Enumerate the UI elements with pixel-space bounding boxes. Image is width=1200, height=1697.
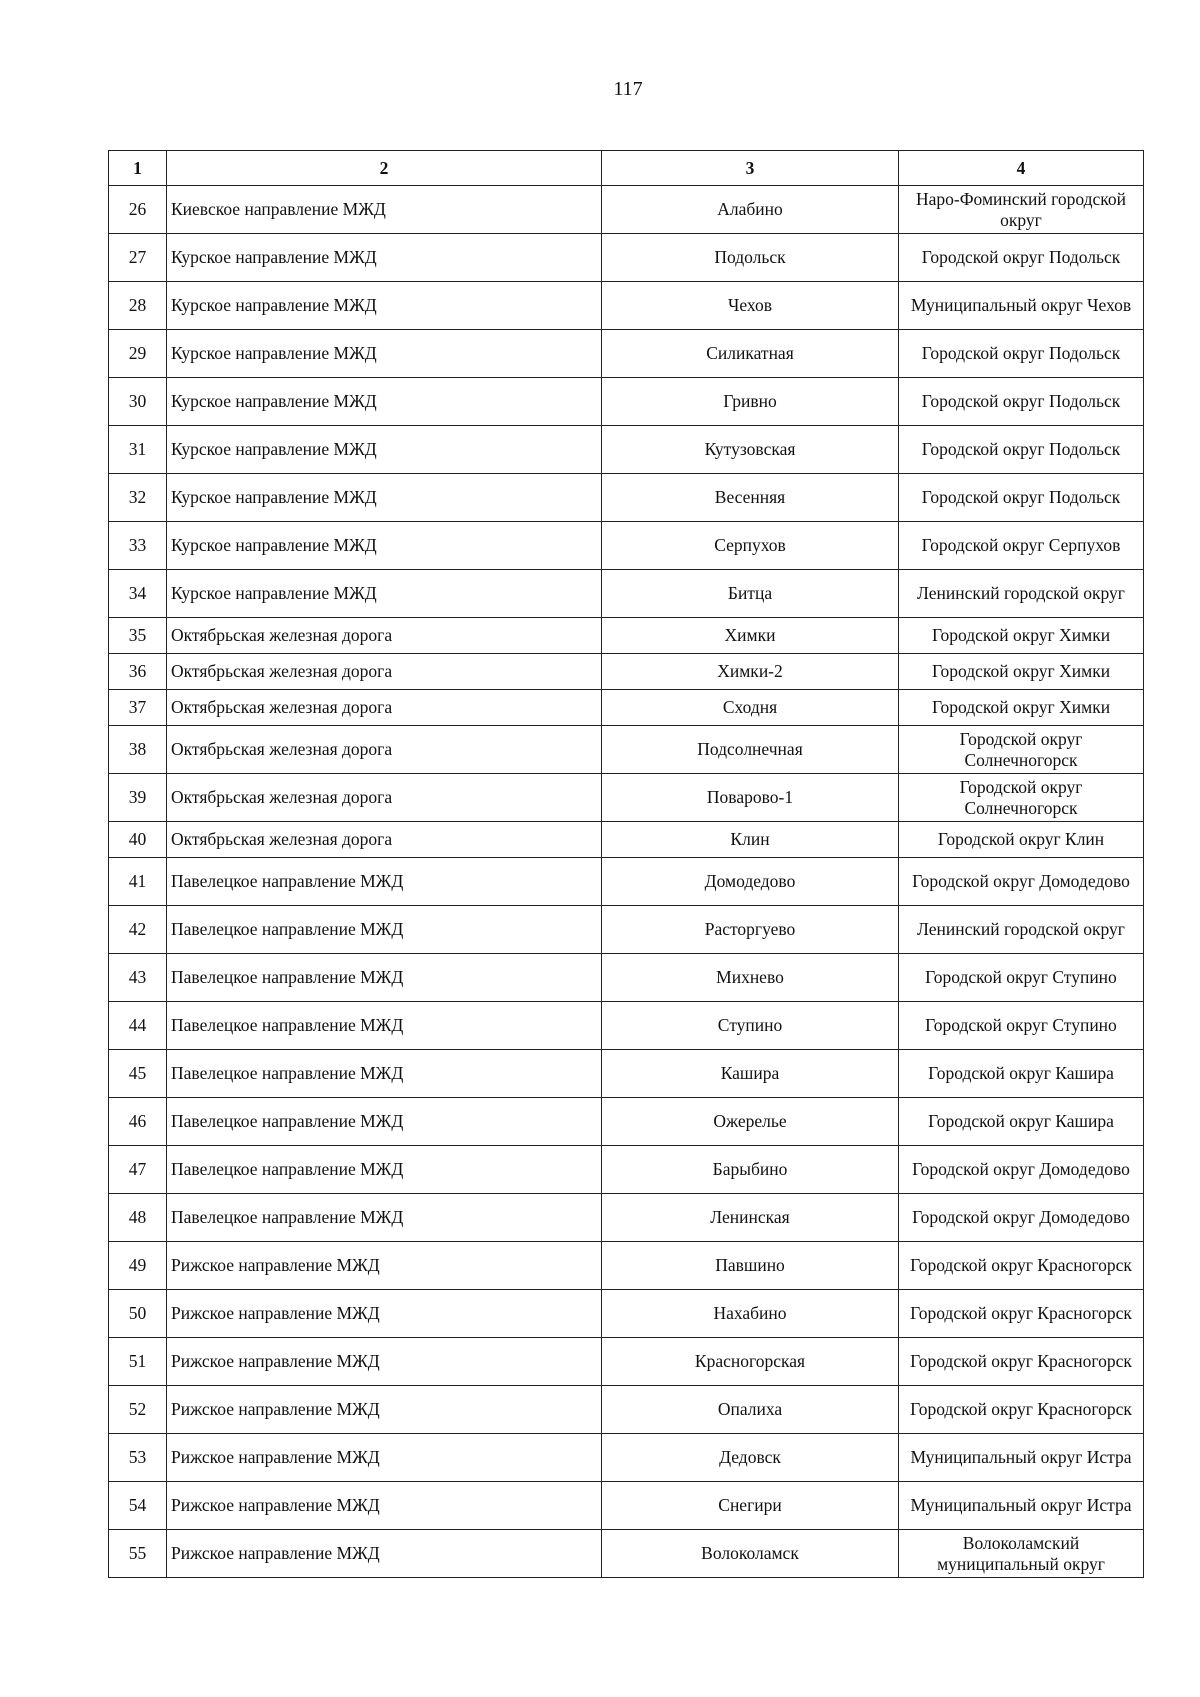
- stations-table: [108, 150, 1144, 1578]
- row-number-cell: 45: [109, 1050, 167, 1098]
- district-cell: Ленинский городской округ: [899, 570, 1144, 618]
- district-cell: Городской округ Красногорск: [899, 1290, 1144, 1338]
- railway-direction-cell: Октябрьская железная дорога: [167, 726, 602, 774]
- station-name-cell: Барыбино: [602, 1146, 899, 1194]
- district-cell: Городской округ Домодедово: [899, 1194, 1144, 1242]
- table-row: [109, 186, 1144, 234]
- row-number-cell: 47: [109, 1146, 167, 1194]
- row-number-cell: 49: [109, 1242, 167, 1290]
- railway-direction-cell: Рижское направление МЖД: [167, 1338, 602, 1386]
- station-name-cell: Химки: [602, 618, 899, 654]
- table-row: [109, 774, 1144, 822]
- station-name-cell: Поварово-1: [602, 774, 899, 822]
- header-row: [109, 151, 1144, 186]
- station-name-cell: Дедовск: [602, 1434, 899, 1482]
- row-number-cell: 48: [109, 1194, 167, 1242]
- district-cell: Городской округ Ступино: [899, 1002, 1144, 1050]
- district-cell: Муниципальный округ Истра: [899, 1482, 1144, 1530]
- row-number-cell: 35: [109, 618, 167, 654]
- railway-direction-cell: Рижское направление МЖД: [167, 1386, 602, 1434]
- table-row: [109, 822, 1144, 858]
- railway-direction-cell: Курское направление МЖД: [167, 426, 602, 474]
- row-number-cell: 46: [109, 1098, 167, 1146]
- row-number-cell: 42: [109, 906, 167, 954]
- district-cell: Городской округ Солнечногорск: [899, 726, 1144, 774]
- row-number-cell: 31: [109, 426, 167, 474]
- table-row: [109, 654, 1144, 690]
- railway-direction-cell: Курское направление МЖД: [167, 282, 602, 330]
- station-name-cell: Подольск: [602, 234, 899, 282]
- railway-direction-cell: Октябрьская железная дорога: [167, 690, 602, 726]
- district-cell: Городской округ Красногорск: [899, 1386, 1144, 1434]
- railway-direction-cell: Павелецкое направление МЖД: [167, 858, 602, 906]
- table-row: [109, 474, 1144, 522]
- row-number-cell: 34: [109, 570, 167, 618]
- row-number-cell: 32: [109, 474, 167, 522]
- district-cell: Наро-Фоминский городской округ: [899, 186, 1144, 234]
- station-name-cell: Ступино: [602, 1002, 899, 1050]
- railway-direction-cell: Павелецкое направление МЖД: [167, 1002, 602, 1050]
- district-cell: Ленинский городской округ: [899, 906, 1144, 954]
- station-name-cell: Нахабино: [602, 1290, 899, 1338]
- header-col-2: 2: [167, 151, 602, 186]
- row-number-cell: 55: [109, 1530, 167, 1578]
- table-row: [109, 1002, 1144, 1050]
- table-row: [109, 1290, 1144, 1338]
- station-name-cell: Сходня: [602, 690, 899, 726]
- row-number-cell: 44: [109, 1002, 167, 1050]
- railway-direction-cell: Рижское направление МЖД: [167, 1482, 602, 1530]
- railway-direction-cell: Рижское направление МЖД: [167, 1242, 602, 1290]
- district-cell: Муниципальный округ Чехов: [899, 282, 1144, 330]
- table-row: [109, 282, 1144, 330]
- railway-direction-cell: Павелецкое направление МЖД: [167, 954, 602, 1002]
- district-cell: Городской округ Подольск: [899, 234, 1144, 282]
- row-number-cell: 52: [109, 1386, 167, 1434]
- row-number-cell: 26: [109, 186, 167, 234]
- row-number-cell: 37: [109, 690, 167, 726]
- district-cell: Городской округ Подольск: [899, 330, 1144, 378]
- table-row: [109, 1050, 1144, 1098]
- row-number-cell: 41: [109, 858, 167, 906]
- station-name-cell: Весенняя: [602, 474, 899, 522]
- district-cell: Городской округ Клин: [899, 822, 1144, 858]
- table-row: [109, 1530, 1144, 1578]
- table-row: [109, 234, 1144, 282]
- railway-direction-cell: Рижское направление МЖД: [167, 1530, 602, 1578]
- station-name-cell: Павшино: [602, 1242, 899, 1290]
- railway-direction-cell: Октябрьская железная дорога: [167, 774, 602, 822]
- row-number-cell: 38: [109, 726, 167, 774]
- station-name-cell: Алабино: [602, 186, 899, 234]
- table-row: [109, 378, 1144, 426]
- district-cell: Городской округ Подольск: [899, 426, 1144, 474]
- district-cell: Городской округ Подольск: [899, 474, 1144, 522]
- station-name-cell: Силикатная: [602, 330, 899, 378]
- district-cell: Городской округ Химки: [899, 618, 1144, 654]
- table-row: [109, 954, 1144, 1002]
- row-number-cell: 29: [109, 330, 167, 378]
- table-row: [109, 1194, 1144, 1242]
- railway-direction-cell: Курское направление МЖД: [167, 474, 602, 522]
- table-row: [109, 618, 1144, 654]
- district-cell: Городской округ Домодедово: [899, 858, 1144, 906]
- station-name-cell: Чехов: [602, 282, 899, 330]
- railway-direction-cell: Павелецкое направление МЖД: [167, 1098, 602, 1146]
- district-cell: Муниципальный округ Истра: [899, 1434, 1144, 1482]
- railway-direction-cell: Курское направление МЖД: [167, 522, 602, 570]
- station-name-cell: Гривно: [602, 378, 899, 426]
- table-row: [109, 1338, 1144, 1386]
- row-number-cell: 51: [109, 1338, 167, 1386]
- district-cell: Волоколамский муниципальный округ: [899, 1530, 1144, 1578]
- railway-direction-cell: Курское направление МЖД: [167, 234, 602, 282]
- district-cell: Городской округ Красногорск: [899, 1338, 1144, 1386]
- row-number-cell: 36: [109, 654, 167, 690]
- railway-direction-cell: Киевское направление МЖД: [167, 186, 602, 234]
- railway-direction-cell: Павелецкое направление МЖД: [167, 1146, 602, 1194]
- district-cell: Городской округ Подольск: [899, 378, 1144, 426]
- railway-direction-cell: Рижское направление МЖД: [167, 1434, 602, 1482]
- header-col-3: 3: [602, 151, 899, 186]
- row-number-cell: 30: [109, 378, 167, 426]
- table-row: [109, 426, 1144, 474]
- table-row: [109, 1242, 1144, 1290]
- page-number: 117: [613, 78, 643, 100]
- district-cell: Городской округ Серпухов: [899, 522, 1144, 570]
- station-name-cell: Серпухов: [602, 522, 899, 570]
- district-cell: Городской округ Красногорск: [899, 1242, 1144, 1290]
- district-cell: Городской округ Солнечногорск: [899, 774, 1144, 822]
- railway-direction-cell: Курское направление МЖД: [167, 378, 602, 426]
- station-name-cell: Кутузовская: [602, 426, 899, 474]
- row-number-cell: 28: [109, 282, 167, 330]
- row-number-cell: 54: [109, 1482, 167, 1530]
- station-name-cell: Расторгуево: [602, 906, 899, 954]
- table-row: [109, 330, 1144, 378]
- table-row: [109, 1386, 1144, 1434]
- station-name-cell: Подсолнечная: [602, 726, 899, 774]
- railway-direction-cell: Курское направление МЖД: [167, 330, 602, 378]
- station-name-cell: Клин: [602, 822, 899, 858]
- station-name-cell: Михнево: [602, 954, 899, 1002]
- table-row: [109, 726, 1144, 774]
- railway-direction-cell: Октябрьская железная дорога: [167, 618, 602, 654]
- railway-direction-cell: Павелецкое направление МЖД: [167, 906, 602, 954]
- station-name-cell: Снегири: [602, 1482, 899, 1530]
- station-name-cell: Химки-2: [602, 654, 899, 690]
- table-row: [109, 906, 1144, 954]
- railway-direction-cell: Октябрьская железная дорога: [167, 654, 602, 690]
- table-header: [109, 151, 1144, 186]
- table-row: [109, 570, 1144, 618]
- district-cell: Городской округ Ступино: [899, 954, 1144, 1002]
- station-name-cell: Ожерелье: [602, 1098, 899, 1146]
- row-number-cell: 50: [109, 1290, 167, 1338]
- station-name-cell: Красногорская: [602, 1338, 899, 1386]
- header-col-4: 4: [899, 151, 1144, 186]
- station-name-cell: Кашира: [602, 1050, 899, 1098]
- district-cell: Городской округ Химки: [899, 690, 1144, 726]
- row-number-cell: 27: [109, 234, 167, 282]
- station-name-cell: Опалиха: [602, 1386, 899, 1434]
- table-row: [109, 1434, 1144, 1482]
- row-number-cell: 33: [109, 522, 167, 570]
- district-cell: Городской округ Домодедово: [899, 1146, 1144, 1194]
- district-cell: Городской округ Химки: [899, 654, 1144, 690]
- table-row: [109, 522, 1144, 570]
- railway-direction-cell: Павелецкое направление МЖД: [167, 1050, 602, 1098]
- table-row: [109, 1482, 1144, 1530]
- station-name-cell: Волоколамск: [602, 1530, 899, 1578]
- header-col-1: 1: [109, 151, 167, 186]
- table-body: [109, 186, 1144, 1578]
- table-row: [109, 690, 1144, 726]
- table-row: [109, 1146, 1144, 1194]
- railway-direction-cell: Рижское направление МЖД: [167, 1290, 602, 1338]
- table-row: [109, 858, 1144, 906]
- railway-direction-cell: Павелецкое направление МЖД: [167, 1194, 602, 1242]
- row-number-cell: 39: [109, 774, 167, 822]
- row-number-cell: 53: [109, 1434, 167, 1482]
- table-row: [109, 1098, 1144, 1146]
- station-name-cell: Ленинская: [602, 1194, 899, 1242]
- railway-direction-cell: Октябрьская железная дорога: [167, 822, 602, 858]
- station-name-cell: Домодедово: [602, 858, 899, 906]
- row-number-cell: 40: [109, 822, 167, 858]
- district-cell: Городской округ Кашира: [899, 1050, 1144, 1098]
- row-number-cell: 43: [109, 954, 167, 1002]
- railway-direction-cell: Курское направление МЖД: [167, 570, 602, 618]
- station-name-cell: Битца: [602, 570, 899, 618]
- district-cell: Городской округ Кашира: [899, 1098, 1144, 1146]
